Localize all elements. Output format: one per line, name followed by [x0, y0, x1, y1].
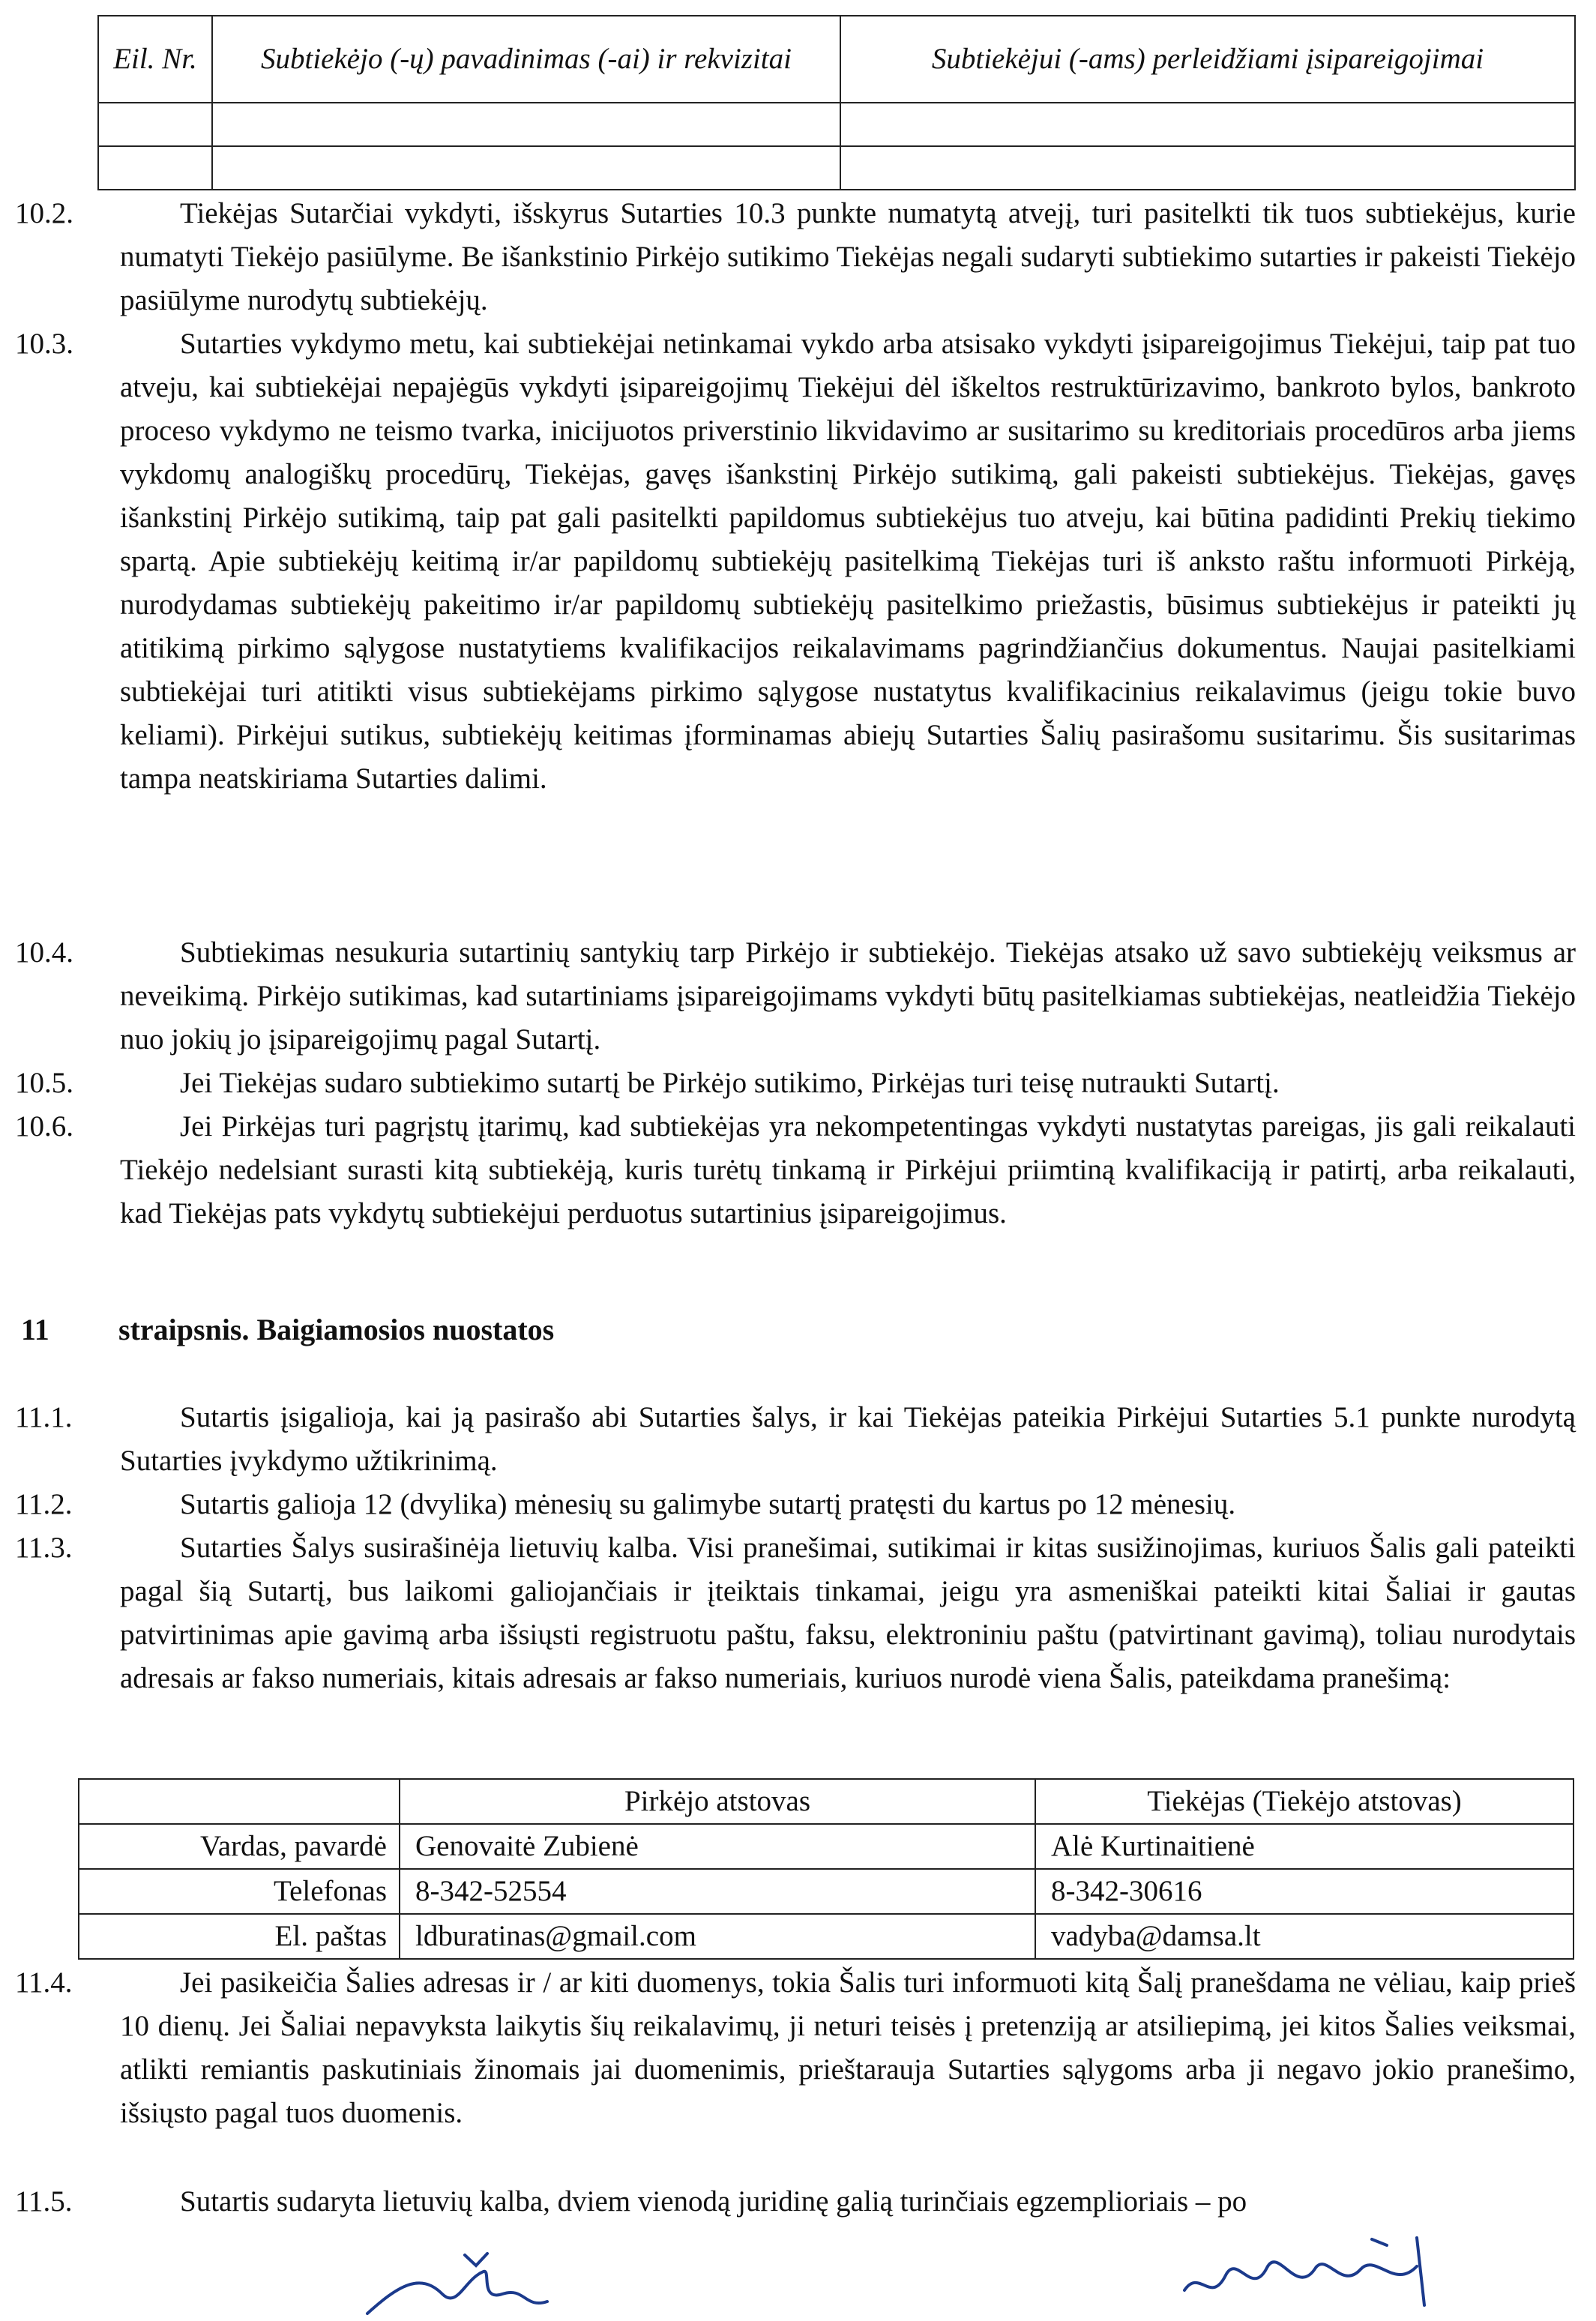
table-row: [79, 1869, 1574, 1914]
paragraph-number: 10.6.: [15, 1110, 73, 1143]
paragraph-10-4: [15, 931, 1576, 1062]
supplier-phone: 8-342-30616: [1035, 1869, 1574, 1914]
paragraph-10-2: [15, 192, 1576, 322]
paragraph-11-4: [15, 1961, 1576, 2135]
header-supplier-representative: Tiekėjas (Tiekėjo atstovas): [1035, 1779, 1574, 1824]
paragraph-text: Tiekėjas Sutarčiai vykdyti, išskyrus Sutarties 10.3 punkte numatytą atvejį, turi pasitelkti tik tuos subtiekėjus, kurie numatyti Tiekėjo pasiūlyme. Be išankstinio Pirkėjo sutikimo Tiekėjas negali sudaryti subtiekimo sutarties ir pakeisti Tiekėjo pasiūlyme nurodytų subtiekėjų.: [120, 197, 1576, 316]
paragraph-text: Sutarties Šalys susirašinėja lietuvių kalba. Visi pranešimai, sutikimai ir kitas susižinojimas, kuriuos Šalis gali pateikti pagal šią Sutartį, bus laikomi galiojančiais ir įteiktais tinkamai, jeigu yra asmeniškai pateikti kitai Šaliai ir gautas patvirtinimas apie gavimą arba išsiųsti registruotu paštu, faksu, elektroniniu paštu (patvirtinant gavimą), toliau nurodytais adresais ar fakso numeriais, kitais adresais ar fakso numeriais, kuriuos nurodė viena Šalis, pateikdama pranešimą:: [120, 1532, 1576, 1694]
paragraph-11-5: [15, 2180, 1576, 2224]
paragraph-10-3: [15, 322, 1576, 801]
paragraph-11-3: [15, 1526, 1576, 1700]
table-cell: [840, 146, 1575, 190]
paragraph-number: 10.5.: [15, 1067, 73, 1099]
col-header-subcontractor: Subtiekėjo (-ų) pavadinimas (-ai) ir rekvizitai: [212, 16, 840, 103]
contacts-table: [78, 1778, 1574, 1960]
col-header-number: Eil. Nr.: [98, 16, 212, 103]
paragraph-number: 11.2.: [15, 1488, 73, 1520]
section-title: straipsnis. Baigiamosios nuostatos: [118, 1313, 555, 1346]
table-row: [98, 103, 1575, 146]
supplier-name: Alė Kurtinaitienė: [1035, 1824, 1574, 1869]
table-row: [79, 1824, 1574, 1869]
paragraph-number: 10.4.: [15, 936, 73, 969]
paragraph-10-5: [15, 1062, 1576, 1105]
paragraph-text: Jei pasikeičia Šalies adresas ir / ar kiti duomenys, tokia Šalis turi informuoti kitą Šalį pranešdama ne vėliau, kaip prieš 10 dienų. Jei Šaliai nepavyksta laikytis šių reikalavimų, ji neturi teisės į pretenziją ar atsiliepimą, jei kitos Šalies veiksmai, atlikti remiantis paskutiniais žinomais jai duomenimis, prieštarauja Sutarties sąlygoms arba ji negavo jokio pranešimo, išsiųsto pagal tuos duomenis.: [120, 1966, 1576, 2129]
table-cell: [840, 103, 1575, 146]
paragraph-text: Jei Tiekėjas sudaro subtiekimo sutartį be Pirkėjo sutikimo, Pirkėjas turi teisę nutraukti Sutartį.: [180, 1067, 1280, 1099]
paragraph-11-1: [15, 1396, 1576, 1483]
buyer-signature: [352, 2242, 667, 2321]
row-label: El. paštas: [79, 1914, 400, 1959]
paragraph-number: 11.4.: [15, 1966, 73, 1999]
paragraph-11-2: [15, 1483, 1576, 1526]
buyer-name: Genovaitė Zubienė: [400, 1824, 1035, 1869]
table-cell: [98, 146, 212, 190]
row-label: Telefonas: [79, 1869, 400, 1914]
paragraph-number: 10.3.: [15, 328, 73, 360]
paragraph-number: 11.1.: [15, 1401, 73, 1433]
paragraph-text: Sutartis įsigalioja, kai ją pasirašo abi Sutarties šalys, ir kai Tiekėjas pateikia Pirkėjui Sutarties 5.1 punkte nurodytą Sutarties įvykdymo užtikrinimą.: [120, 1401, 1576, 1477]
paragraph-number: 11.3.: [15, 1532, 73, 1564]
table-row: [79, 1914, 1574, 1959]
paragraph-number: 10.2.: [15, 197, 73, 229]
paragraph-text: Sutarties vykdymo metu, kai subtiekėjai netinkamai vykdo arba atsisako vykdyti įsipareigojimus Tiekėjui, taip pat tuo atveju, kai subtiekėjai nepajėgūs vykdyti įsipareigojimų Tiekėjui dėl iškeltos restruktūrizavimo, bankroto bylos, bankroto proceso vykdymo ne teismo tvarka, inicijuotos priverstinio likvidavimo ar susitarimo su kreditoriais procedūros arba jiems vykdomų analogiškų procedūrų, Tiekėjas, gavęs išankstinį Pirkėjo sutikimą, gali pakeisti subtiekėjus. Tiekėjas, gavęs išankstinį Pirkėjo sutikimą, taip pat gali pasitelkti papildomus subtiekėjus tuo atveju, kai būtina padidinti Prekių tiekimo spartą. Apie subtiekėjų keitimą ir/ar papildomų subtiekėjų pasitelkimą Tiekėjas turi iš anksto raštu informuoti Pirkėją, nurodydamas subtiekėjų pakeitimo ir/ar papildomų subtiekėjų pasitelkimo priežastis, būsimus subtiekėjus ir pateikti jų atitikimą pirkimo sąlygose nustatytiems kvalifikacijos reikalavimams pagrindžiančius dokumentus. Naujai pasitelkiami subtiekėjai turi atitikti visus subtiekėjams pirkimo sąlygose nustatytus kvalifikacinius reikalavimus (jeigu tokie buvo keliami). Pirkėjui sutikus, subtiekėjų keitimas įforminamas abiejų Sutarties Šalių pasirašomu susitarimu. Šis susitarimas tampa neatskiriama Sutarties dalimi.: [120, 328, 1576, 795]
section-heading: [21, 1308, 554, 1352]
paragraph-text: Sutartis galioja 12 (dvylika) mėnesių su galimybe sutartį pratęsti du kartus po 12 mėnesių.: [180, 1488, 1236, 1520]
header-buyer-representative: Pirkėjo atstovas: [400, 1779, 1035, 1824]
paragraph-text: Sutartis sudaryta lietuvių kalba, dviem vienodą juridinę galią turinčiais egzemplioriais – po: [180, 2185, 1247, 2218]
subcontractor-table: [97, 15, 1576, 190]
supplier-signature: [1169, 2223, 1484, 2321]
table-cell: [98, 103, 212, 146]
table-cell: [212, 103, 840, 146]
buyer-email: ldburatinas@gmail.com: [400, 1914, 1035, 1959]
paragraph-10-6: [15, 1105, 1576, 1235]
paragraph-text: Subtiekimas nesukuria sutartinių santykių tarp Pirkėjo ir subtiekėjo. Tiekėjas atsako už savo subtiekėjų veiksmus ar neveikimą. Pirkėjo sutikimas, kad sutartiniams įsipareigojimams vykdyti būtų pasitelkiamas subtiekėjas, neatleidžia Tiekėjo nuo jokių jo įsipareigojimų pagal Sutartį.: [120, 936, 1576, 1056]
section-number: 11: [21, 1313, 49, 1346]
table-row: [98, 146, 1575, 190]
paragraph-number: 11.5.: [15, 2185, 73, 2218]
col-header-obligations: Subtiekėjui (-ams) perleidžiami įsipareigojimai: [840, 16, 1575, 103]
row-label: Vardas, pavardė: [79, 1824, 400, 1869]
buyer-phone: 8-342-52554: [400, 1869, 1035, 1914]
table-cell: [79, 1779, 400, 1824]
table-cell: [212, 146, 840, 190]
paragraph-text: Jei Pirkėjas turi pagrįstų įtarimų, kad subtiekėjas yra nekompetentingas vykdyti nustatytas pareigas, jis gali reikalauti Tiekėjo nedelsiant surasti kitą subtiekėją, kuris turėtų tinkamą ir Pirkėjui priimtiną kvalifikaciją ir patirtį, arba reikalauti, kad Tiekėjas pats vykdytų subtiekėjui perduotus sutartinius įsipareigojimus.: [120, 1110, 1576, 1229]
supplier-email: vadyba@damsa.lt: [1035, 1914, 1574, 1959]
